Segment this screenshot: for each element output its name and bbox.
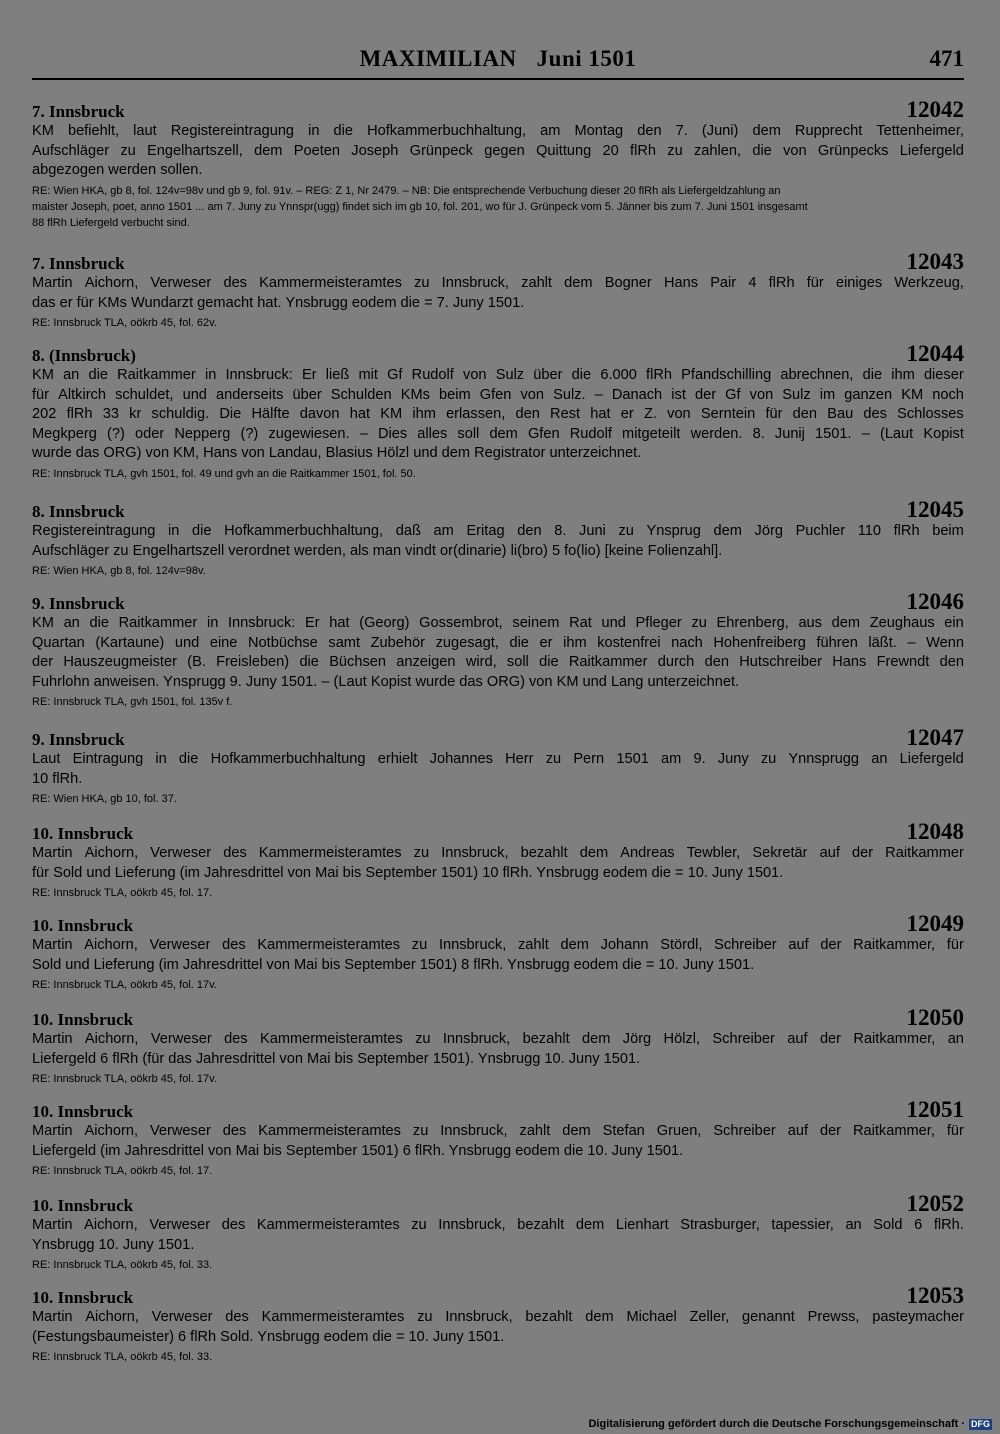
regest-text-line: Martin Aichorn, Verweser des Kammermeisteramtes zu Innsbruck, bezahlt dem Michael Zeller, genannt Prewss, pasteymacher (32, 1309, 964, 1325)
regest-place-date: 10. Innsbruck (32, 1288, 134, 1307)
regest-number: 12048 (906, 819, 964, 844)
regest-place-date: 10. Innsbruck (32, 1010, 134, 1029)
regest-source-line: RE: Innsbruck TLA, oökrb 45, fol. 33. (32, 1259, 213, 1271)
regest-source (32, 1349, 964, 1365)
regest-number: 12046 (906, 589, 964, 614)
regest-text (32, 1216, 964, 1255)
running-title-date: Juni 1501 (536, 46, 637, 71)
regest-heading (32, 725, 964, 750)
regest-source (32, 791, 964, 807)
regest-text-line: KM befiehlt, laut Registereintragung in die Hofkammerbuchhaltung, am Montag den 7. (Juni) dem Rupprecht Tettenheimer, (32, 123, 964, 139)
regest-text-line: Quartan (Kartaune) und eine Notbüchse samt Zubehör zugesagt, die er ihm kostenfrei nach Hohenfreiberg führen läßt. – Wenn (32, 634, 964, 651)
regest-text-line: Liefergeld (im Jahresdrittel von Mai bis September 1501) 6 flRh. Ynsbrugg eodem die 10. Juny 1501. (32, 1142, 684, 1159)
regest-text-line: wurde das ORG) von KM, Hans von Landau, Blasius Hölzl und dem Registrator unterzeichnet. (32, 445, 642, 461)
regest-text-line: Martin Aichorn, Verweser des Kammermeisteramtes zu Innsbruck, bezahlt dem Andreas Tewbler, Sekretär auf der Raitkammer (32, 845, 964, 861)
regest-text-line: (Festungsbaumeister) 6 flRh Sold. Ynsbrugg eodem die = 10. Juny 1501. (32, 1328, 505, 1345)
regest-text-line: Aufschläger zu Engelhartszell, dem Poeten Joseph Grünpeck gegen Quittung 20 flRh zu zahlen, die von Grünpecks Liefergeld (32, 142, 964, 159)
regest-heading (32, 589, 964, 614)
regest-source-line: RE: Innsbruck TLA, oökrb 45, fol. 17. (32, 1165, 213, 1177)
regest-source-line: RE: Wien HKA, gb 10, fol. 37. (32, 793, 177, 805)
regest-text-line: Martin Aichorn, Verweser des Kammermeisteramtes zu Innsbruck, bezahlt dem Lienhart Strasburger, tapessier, an Sold 6 flRh. (32, 1217, 964, 1233)
regest-heading (32, 819, 964, 844)
regest-number: 12043 (906, 249, 964, 274)
regest-entry (32, 341, 964, 482)
running-title-name: MAXIMILIAN (359, 46, 517, 71)
regest-text-line: Registereintragung in die Hofkammerbuchhaltung, daß am Eritag den 8. Juni zu Ynsprug dem Jörg Puchler 110 flRh beim (32, 523, 964, 539)
regest-text (32, 274, 964, 313)
regest-text-line: für Sold und Lieferung (im Jahresdrittel von Mai bis September 1501) 10 flRh. Ynsbrugg eodem die = 10. Juny 1501. (32, 864, 784, 881)
regest-text-line: Martin Aichorn, Verweser des Kammermeisteramtes zu Innsbruck, zahlt dem Bogner Hans Pair 4 flRh für einiges Werkzeug, (32, 275, 964, 291)
regest-text (32, 614, 964, 692)
regest-number: 12047 (906, 725, 964, 750)
running-title (32, 46, 964, 72)
regest-entry (32, 1191, 964, 1273)
regest-source (32, 1257, 964, 1273)
regest-text-line: KM an die Raitkammer in Innsbruck: Er ließ mit Gf Rudolf von Sulz über die 6.000 flRh Pfandschilling abrechnen, die ihm dieser (32, 367, 964, 383)
regest-text (32, 1030, 964, 1069)
regest-source-line: RE: Innsbruck TLA, oökrb 45, fol. 33. (32, 1351, 213, 1363)
regest-place-date: 10. Innsbruck (32, 1196, 134, 1215)
regest-heading (32, 249, 964, 274)
regest-heading (32, 97, 964, 122)
regest-entry (32, 1283, 964, 1365)
regest-text (32, 750, 964, 789)
regest-text (32, 1308, 964, 1347)
regest-text (32, 936, 964, 975)
regest-source-line: maister Joseph, poet, anno 1501 ... am 7. Juny zu Ynnspr(ugg) findet sich im gb 10, fol. 201, wo für J. Grünpeck vom 5. Jänner bis zum 7. Juni 1501 insgesamt (32, 200, 808, 213)
regest-heading (32, 1283, 964, 1308)
regest-text-line: Martin Aichorn, Verweser des Kammermeisteramtes zu Innsbruck, zahlt dem Stefan Gruen, Schreiber auf der Raitkammer, für (32, 1123, 964, 1139)
regest-heading (32, 911, 964, 936)
regest-source (32, 563, 964, 579)
regest-heading (32, 341, 964, 366)
footer-credit-text: Digitalisierung gefördert durch die Deutsche Forschungsgemeinschaft · (588, 1418, 965, 1430)
regest-number: 12050 (906, 1005, 964, 1030)
regest-text (32, 366, 964, 464)
regest-source-line: RE: Innsbruck TLA, oökrb 45, fol. 17v. (32, 1073, 217, 1085)
regest-place-date: 8. (Innsbruck) (32, 346, 136, 365)
regest-text-line: Fuhrlohn anweisen. Ynsprugg 9. Juny 1501. – (Laut Kopist wurde das ORG) von KM und Lang unterzeichnet. (32, 673, 740, 690)
regest-text-line: Megkperg (?) oder Nepperg (?) zugewiesen. – Dies alles soll dem Gfen Rudolf mitgeteilt werden. 8. Junij 1501. – (Laut Kopist (32, 425, 964, 442)
regest-place-date: 8. Innsbruck (32, 502, 125, 521)
regest-heading (32, 1191, 964, 1216)
dfg-logo-icon: DFG (971, 1418, 990, 1429)
regest-number: 12053 (906, 1283, 964, 1308)
regest-text-line: Ynsbrugg 10. Juny 1501. (32, 1236, 195, 1253)
regest-text-line: 202 flRh 33 kr schuldig. Die Hälfte davon hat KM ihm erlassen, den Rest hat er Z. von Serntein für den Bau des Schlosses (32, 406, 964, 422)
regest-entry (32, 1005, 964, 1087)
regest-source-line: RE: Innsbruck TLA, gvh 1501, fol. 49 und gvh an die Raitkammer 1501, fol. 50. (32, 467, 416, 480)
regest-place-date: 10. Innsbruck (32, 824, 134, 843)
regest-number: 12044 (906, 341, 964, 366)
regest-number: 12049 (906, 911, 964, 936)
page-number: 471 (929, 46, 964, 71)
regest-source (32, 315, 964, 331)
regest-text-line: Sold und Lieferung (im Jahresdrittel von Mai bis September 1501) 8 flRh. Ynsbrugg eodem die = 10. Juny 1501. (32, 956, 755, 973)
regest-source (32, 885, 964, 901)
regest-place-date: 9. Innsbruck (32, 730, 125, 749)
regest-place-date: 7. Innsbruck (32, 102, 125, 121)
regest-text-line: Aufschläger zu Engelhartszell verordnet werden, als man vindt or(dinarie) li(bro) 5 fo(lio) [keine Folienzahl]. (32, 542, 723, 559)
regest-source-line: RE: Wien HKA, gb 8, fol. 124v=98v. (32, 565, 206, 577)
regest-source (32, 1071, 964, 1087)
regest-text-line: für Altkirch schuldet, und anderseits über Schulden KMs beim Gfen von Sulz. – Danach ist der Gf von Sulz im ganzen KM noch (32, 386, 964, 403)
regest-entry (32, 97, 964, 231)
regest-source (32, 466, 964, 482)
regest-source (32, 694, 964, 710)
regest-text-line: das er für KMs Wundarzt gemacht hat. Ynsbrugg eodem die = 7. Juny 1501. (32, 294, 525, 311)
regest-entry (32, 819, 964, 901)
regest-source-line: RE: Innsbruck TLA, oökrb 45, fol. 62v. (32, 317, 217, 329)
regest-text-line: 10 flRh. (32, 770, 83, 787)
regest-source-line: RE: Wien HKA, gb 8, fol. 124v=98v und gb 9, fol. 91v. – REG: Z 1, Nr 2479. – NB: Die entsprechende Verbuchung dieser 20 flRh als Liefergeldzahlung an (32, 184, 781, 197)
regest-number: 12051 (906, 1097, 964, 1122)
regest-source (32, 1163, 964, 1179)
regest-number: 12045 (906, 497, 964, 522)
regest-entry (32, 589, 964, 710)
regest-text-line: der Hauszeugmeister (B. Freisleben) die Büchsen anzeigen wird, soll die Raitkammer durch den Hutschreiber Hans Frewndt den (32, 654, 964, 670)
regest-place-date: 10. Innsbruck (32, 1102, 134, 1121)
regest-heading (32, 1097, 964, 1122)
regest-text (32, 844, 964, 883)
regest-entry (32, 1097, 964, 1179)
regest-number: 12042 (906, 97, 964, 122)
regest-text-line: Martin Aichorn, Verweser des Kammermeisteramtes zu Innsbruck, bezahlt dem Jörg Hölzl, Schreiber auf der Raitkammer, an (32, 1031, 964, 1047)
regest-source-line: RE: Innsbruck TLA, gvh 1501, fol. 135v f. (32, 696, 233, 708)
page-header (32, 44, 964, 80)
regest-text (32, 522, 964, 561)
regest-text-line: abgezogen werden sollen. (32, 162, 203, 178)
regest-source (32, 183, 964, 231)
regest-source-line: RE: Innsbruck TLA, oökrb 45, fol. 17. (32, 887, 213, 899)
regest-number: 12052 (906, 1191, 964, 1216)
regest-text (32, 122, 964, 181)
regest-heading (32, 497, 964, 522)
regest-source (32, 977, 964, 993)
regest-text-line: Laut Eintragung in die Hofkammerbuchhaltung erhielt Johannes Herr zu Pern 1501 am 9. Juny zu Ynnsprugg an Liefergeld (32, 751, 964, 767)
regest-text-line: Liefergeld 6 flRh (für das Jahresdrittel von Mai bis September 1501). Ynsbrugg 10. Juny 1501. (32, 1050, 641, 1067)
regest-entry (32, 911, 964, 993)
regest-entry (32, 497, 964, 579)
regest-source-line: 88 flRh Liefergeld verbucht sind. (32, 216, 190, 229)
footer-credit (588, 1418, 992, 1430)
regest-place-date: 10. Innsbruck (32, 916, 134, 935)
regest-text-line: Martin Aichorn, Verweser des Kammermeisteramtes zu Innsbruck, zahlt dem Johann Stördl, Schreiber auf der Raitkammer, für (32, 937, 964, 953)
regest-entry (32, 725, 964, 807)
regest-heading (32, 1005, 964, 1030)
regest-place-date: 7. Innsbruck (32, 254, 125, 273)
regest-text (32, 1122, 964, 1161)
regest-place-date: 9. Innsbruck (32, 594, 125, 613)
regest-text-line: KM an die Raitkammer in Innsbruck: Er hat (Georg) Gossembrot, seinem Rat und Pfleger zu Ehrenberg, aus dem Zeughaus ein (32, 615, 964, 631)
regest-source-line: RE: Innsbruck TLA, oökrb 45, fol. 17v. (32, 979, 217, 991)
regest-entry (32, 249, 964, 331)
